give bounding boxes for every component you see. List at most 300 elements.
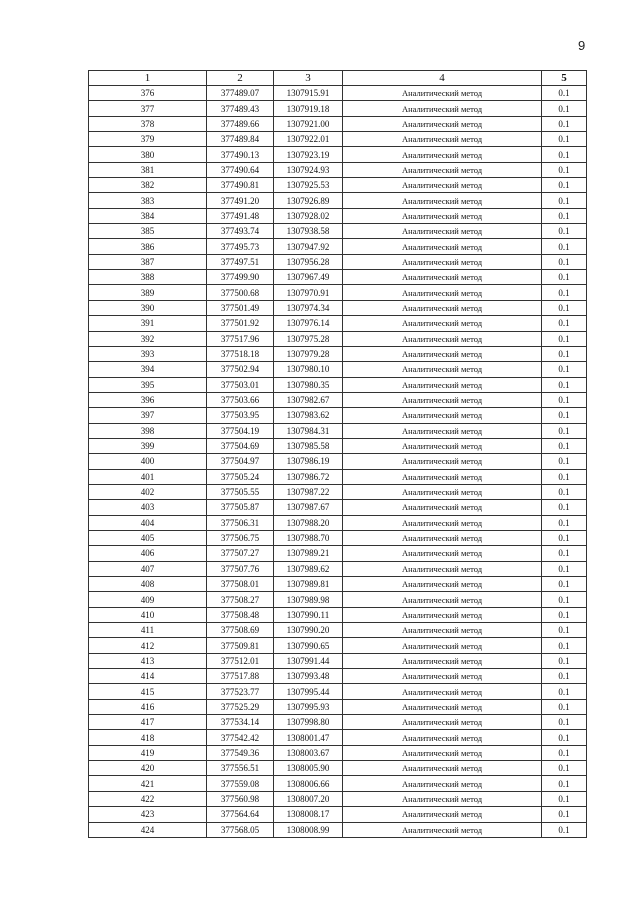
cell-coordinate-y: 1307922.01 [274,132,343,147]
cell-coordinate-x: 377503.01 [207,377,274,392]
cell-accuracy: 0.1 [542,86,587,101]
cell-coordinate-y: 1307995.44 [274,684,343,699]
cell-accuracy: 0.1 [542,438,587,453]
cell-method: Аналитический метод [343,561,542,576]
cell-point-number: 399 [89,438,207,453]
cell-coordinate-y: 1307975.28 [274,331,343,346]
cell-point-number: 410 [89,607,207,622]
cell-coordinate-y: 1308006.66 [274,776,343,791]
cell-point-number: 406 [89,546,207,561]
cell-method: Аналитический метод [343,484,542,499]
cell-method: Аналитический метод [343,254,542,269]
cell-accuracy: 0.1 [542,791,587,806]
cell-accuracy: 0.1 [542,285,587,300]
cell-point-number: 388 [89,270,207,285]
cell-coordinate-x: 377497.51 [207,254,274,269]
page-number: 9 [578,38,586,53]
cell-coordinate-x: 377502.94 [207,362,274,377]
cell-coordinate-y: 1307928.02 [274,208,343,223]
cell-point-number: 382 [89,178,207,193]
column-header-1: 1 [89,71,207,86]
cell-point-number: 396 [89,392,207,407]
cell-method: Аналитический метод [343,224,542,239]
cell-accuracy: 0.1 [542,147,587,162]
cell-coordinate-y: 1307938.58 [274,224,343,239]
cell-point-number: 395 [89,377,207,392]
table-row [89,484,587,499]
cell-method: Аналитический метод [343,132,542,147]
cell-method: Аналитический метод [343,500,542,515]
cell-point-number: 387 [89,254,207,269]
cell-method: Аналитический метод [343,178,542,193]
cell-method: Аналитический метод [343,669,542,684]
cell-method: Аналитический метод [343,607,542,622]
cell-coordinate-x: 377506.31 [207,515,274,530]
table-row [89,408,587,423]
cell-method: Аналитический метод [343,285,542,300]
cell-coordinate-y: 1307984.31 [274,423,343,438]
cell-method: Аналитический метод [343,408,542,423]
cell-method: Аналитический метод [343,684,542,699]
cell-coordinate-x: 377504.97 [207,454,274,469]
cell-coordinate-y: 1307993.48 [274,669,343,684]
table-body [89,86,587,838]
cell-coordinate-y: 1307991.44 [274,653,343,668]
cell-point-number: 407 [89,561,207,576]
cell-coordinate-y: 1307987.67 [274,500,343,515]
cell-point-number: 398 [89,423,207,438]
cell-coordinate-x: 377508.48 [207,607,274,622]
table-row [89,715,587,730]
table-row [89,300,587,315]
cell-coordinate-x: 377507.76 [207,561,274,576]
cell-coordinate-y: 1307947.92 [274,239,343,254]
cell-accuracy: 0.1 [542,300,587,315]
table-row [89,224,587,239]
cell-coordinate-y: 1307980.35 [274,377,343,392]
column-header-3: 3 [274,71,343,86]
cell-coordinate-x: 377560.98 [207,791,274,806]
cell-coordinate-x: 377499.90 [207,270,274,285]
cell-point-number: 393 [89,346,207,361]
cell-coordinate-y: 1307967.49 [274,270,343,285]
cell-coordinate-y: 1307982.67 [274,392,343,407]
cell-coordinate-y: 1308003.67 [274,745,343,760]
cell-point-number: 385 [89,224,207,239]
cell-accuracy: 0.1 [542,546,587,561]
cell-accuracy: 0.1 [542,392,587,407]
cell-method: Аналитический метод [343,715,542,730]
cell-accuracy: 0.1 [542,715,587,730]
cell-method: Аналитический метод [343,530,542,545]
cell-accuracy: 0.1 [542,101,587,116]
cell-coordinate-y: 1307925.53 [274,178,343,193]
table-row [89,699,587,714]
cell-coordinate-x: 377518.18 [207,346,274,361]
cell-coordinate-x: 377549.36 [207,745,274,760]
cell-accuracy: 0.1 [542,607,587,622]
cell-point-number: 403 [89,500,207,515]
cell-coordinate-y: 1307970.91 [274,285,343,300]
cell-coordinate-x: 377512.01 [207,653,274,668]
cell-method: Аналитический метод [343,392,542,407]
cell-coordinate-y: 1307921.00 [274,116,343,131]
cell-coordinate-y: 1307919.18 [274,101,343,116]
cell-accuracy: 0.1 [542,162,587,177]
cell-accuracy: 0.1 [542,423,587,438]
cell-accuracy: 0.1 [542,745,587,760]
cell-accuracy: 0.1 [542,623,587,638]
table-row [89,454,587,469]
cell-method: Аналитический метод [343,699,542,714]
cell-method: Аналитический метод [343,730,542,745]
cell-point-number: 413 [89,653,207,668]
cell-coordinate-x: 377504.69 [207,438,274,453]
cell-method: Аналитический метод [343,454,542,469]
cell-coordinate-y: 1307988.20 [274,515,343,530]
table-row [89,254,587,269]
cell-accuracy: 0.1 [542,469,587,484]
cell-coordinate-x: 377559.08 [207,776,274,791]
cell-coordinate-x: 377490.64 [207,162,274,177]
cell-coordinate-y: 1308001.47 [274,730,343,745]
cell-coordinate-x: 377500.68 [207,285,274,300]
cell-coordinate-y: 1307990.65 [274,638,343,653]
table-row [89,546,587,561]
table-row [89,438,587,453]
cell-method: Аналитический метод [343,147,542,162]
cell-method: Аналитический метод [343,791,542,806]
table-row [89,193,587,208]
cell-coordinate-x: 377542.42 [207,730,274,745]
cell-point-number: 414 [89,669,207,684]
cell-point-number: 381 [89,162,207,177]
table-row [89,331,587,346]
cell-accuracy: 0.1 [542,132,587,147]
table-row [89,178,587,193]
cell-method: Аналитический метод [343,193,542,208]
cell-accuracy: 0.1 [542,377,587,392]
cell-coordinate-x: 377490.13 [207,147,274,162]
cell-method: Аналитический метод [343,638,542,653]
cell-accuracy: 0.1 [542,669,587,684]
cell-method: Аналитический метод [343,807,542,822]
cell-coordinate-x: 377508.27 [207,592,274,607]
table-header-row [89,71,587,86]
cell-point-number: 416 [89,699,207,714]
cell-coordinate-x: 377489.07 [207,86,274,101]
cell-coordinate-x: 377503.66 [207,392,274,407]
table-row [89,638,587,653]
table-row [89,423,587,438]
cell-coordinate-x: 377556.51 [207,761,274,776]
cell-method: Аналитический метод [343,377,542,392]
cell-point-number: 418 [89,730,207,745]
cell-coordinate-x: 377508.69 [207,623,274,638]
cell-point-number: 409 [89,592,207,607]
cell-coordinate-y: 1307987.22 [274,484,343,499]
cell-coordinate-y: 1308005.90 [274,761,343,776]
cell-coordinate-x: 377523.77 [207,684,274,699]
cell-coordinate-y: 1307923.19 [274,147,343,162]
cell-accuracy: 0.1 [542,730,587,745]
cell-point-number: 423 [89,807,207,822]
cell-coordinate-x: 377508.01 [207,577,274,592]
cell-coordinate-x: 377517.96 [207,331,274,346]
cell-coordinate-x: 377493.74 [207,224,274,239]
table-row [89,515,587,530]
cell-point-number: 376 [89,86,207,101]
cell-coordinate-x: 377501.92 [207,316,274,331]
cell-method: Аналитический метод [343,331,542,346]
cell-point-number: 384 [89,208,207,223]
table-row [89,285,587,300]
cell-accuracy: 0.1 [542,270,587,285]
cell-point-number: 422 [89,791,207,806]
cell-point-number: 419 [89,745,207,760]
cell-method: Аналитический метод [343,116,542,131]
table-row [89,653,587,668]
cell-point-number: 378 [89,116,207,131]
cell-method: Аналитический метод [343,515,542,530]
cell-method: Аналитический метод [343,316,542,331]
cell-coordinate-x: 377525.29 [207,699,274,714]
table-row [89,86,587,101]
cell-point-number: 400 [89,454,207,469]
cell-point-number: 383 [89,193,207,208]
cell-coordinate-y: 1308008.17 [274,807,343,822]
cell-accuracy: 0.1 [542,515,587,530]
cell-coordinate-y: 1307990.11 [274,607,343,622]
table-row [89,208,587,223]
table-row [89,623,587,638]
cell-coordinate-y: 1307985.58 [274,438,343,453]
cell-accuracy: 0.1 [542,500,587,515]
cell-coordinate-x: 377490.81 [207,178,274,193]
table-row [89,530,587,545]
cell-coordinate-y: 1307986.19 [274,454,343,469]
table-row [89,761,587,776]
cell-coordinate-y: 1307956.28 [274,254,343,269]
cell-point-number: 379 [89,132,207,147]
cell-coordinate-y: 1307989.81 [274,577,343,592]
cell-point-number: 417 [89,715,207,730]
column-header-2: 2 [207,71,274,86]
cell-accuracy: 0.1 [542,316,587,331]
column-header-4: 4 [343,71,542,86]
cell-accuracy: 0.1 [542,239,587,254]
cell-accuracy: 0.1 [542,116,587,131]
cell-method: Аналитический метод [343,776,542,791]
cell-accuracy: 0.1 [542,577,587,592]
table-row [89,592,587,607]
cell-coordinate-y: 1307976.14 [274,316,343,331]
cell-accuracy: 0.1 [542,331,587,346]
table-row [89,791,587,806]
cell-accuracy: 0.1 [542,408,587,423]
cell-coordinate-y: 1308008.99 [274,822,343,837]
cell-accuracy: 0.1 [542,454,587,469]
cell-coordinate-y: 1307983.62 [274,408,343,423]
cell-coordinate-x: 377517.88 [207,669,274,684]
cell-accuracy: 0.1 [542,684,587,699]
cell-method: Аналитический метод [343,162,542,177]
cell-coordinate-x: 377534.14 [207,715,274,730]
cell-method: Аналитический метод [343,346,542,361]
cell-point-number: 394 [89,362,207,377]
table-row [89,239,587,254]
table-row [89,377,587,392]
cell-method: Аналитический метод [343,761,542,776]
cell-coordinate-y: 1307988.70 [274,530,343,545]
cell-point-number: 392 [89,331,207,346]
cell-accuracy: 0.1 [542,638,587,653]
cell-method: Аналитический метод [343,546,542,561]
cell-accuracy: 0.1 [542,346,587,361]
cell-coordinate-x: 377507.27 [207,546,274,561]
table-row [89,776,587,791]
table-row [89,346,587,361]
table-row [89,577,587,592]
table-row [89,147,587,162]
column-header-5: 5 [542,71,587,86]
cell-accuracy: 0.1 [542,362,587,377]
cell-accuracy: 0.1 [542,653,587,668]
cell-coordinate-y: 1307995.93 [274,699,343,714]
cell-coordinate-x: 377568.05 [207,822,274,837]
cell-method: Аналитический метод [343,469,542,484]
table-row [89,500,587,515]
cell-coordinate-x: 377489.84 [207,132,274,147]
cell-coordinate-y: 1307926.89 [274,193,343,208]
cell-point-number: 386 [89,239,207,254]
cell-point-number: 389 [89,285,207,300]
cell-point-number: 405 [89,530,207,545]
cell-point-number: 401 [89,469,207,484]
cell-accuracy: 0.1 [542,254,587,269]
cell-point-number: 390 [89,300,207,315]
cell-accuracy: 0.1 [542,208,587,223]
table-row [89,745,587,760]
cell-method: Аналитический метод [343,577,542,592]
cell-coordinate-y: 1308007.20 [274,791,343,806]
table-row [89,684,587,699]
cell-coordinate-x: 377489.66 [207,116,274,131]
table-row [89,316,587,331]
cell-method: Аналитический метод [343,239,542,254]
cell-coordinate-y: 1307915.91 [274,86,343,101]
cell-method: Аналитический метод [343,822,542,837]
table-row [89,730,587,745]
cell-point-number: 402 [89,484,207,499]
cell-point-number: 421 [89,776,207,791]
cell-method: Аналитический метод [343,362,542,377]
cell-accuracy: 0.1 [542,193,587,208]
cell-method: Аналитический метод [343,208,542,223]
table-row [89,822,587,837]
cell-coordinate-x: 377505.87 [207,500,274,515]
cell-accuracy: 0.1 [542,530,587,545]
coordinates-table [88,70,587,838]
cell-coordinate-y: 1307979.28 [274,346,343,361]
cell-accuracy: 0.1 [542,807,587,822]
cell-accuracy: 0.1 [542,822,587,837]
cell-coordinate-y: 1307989.21 [274,546,343,561]
cell-coordinate-y: 1307980.10 [274,362,343,377]
cell-point-number: 424 [89,822,207,837]
table-row [89,561,587,576]
cell-coordinate-y: 1307989.62 [274,561,343,576]
cell-coordinate-x: 377506.75 [207,530,274,545]
cell-method: Аналитический метод [343,86,542,101]
cell-point-number: 397 [89,408,207,423]
cell-coordinate-x: 377501.49 [207,300,274,315]
table-row [89,162,587,177]
cell-coordinate-x: 377509.81 [207,638,274,653]
table-row [89,362,587,377]
cell-point-number: 412 [89,638,207,653]
cell-method: Аналитический метод [343,623,542,638]
table-row [89,101,587,116]
cell-coordinate-x: 377489.43 [207,101,274,116]
cell-accuracy: 0.1 [542,699,587,714]
cell-method: Аналитический метод [343,300,542,315]
cell-coordinate-x: 377505.55 [207,484,274,499]
cell-point-number: 415 [89,684,207,699]
cell-coordinate-y: 1307989.98 [274,592,343,607]
cell-method: Аналитический метод [343,270,542,285]
cell-coordinate-x: 377503.95 [207,408,274,423]
cell-method: Аналитический метод [343,423,542,438]
cell-coordinate-x: 377491.48 [207,208,274,223]
table-row [89,469,587,484]
cell-accuracy: 0.1 [542,484,587,499]
cell-point-number: 408 [89,577,207,592]
cell-accuracy: 0.1 [542,761,587,776]
cell-accuracy: 0.1 [542,561,587,576]
cell-method: Аналитический метод [343,592,542,607]
table-row [89,607,587,622]
cell-point-number: 380 [89,147,207,162]
cell-accuracy: 0.1 [542,592,587,607]
cell-coordinate-y: 1307998.80 [274,715,343,730]
cell-coordinate-y: 1307924.93 [274,162,343,177]
table-row [89,669,587,684]
table-row [89,807,587,822]
cell-accuracy: 0.1 [542,178,587,193]
cell-coordinate-x: 377564.64 [207,807,274,822]
table-row [89,270,587,285]
cell-point-number: 411 [89,623,207,638]
cell-point-number: 391 [89,316,207,331]
cell-coordinate-x: 377505.24 [207,469,274,484]
table-row [89,132,587,147]
cell-coordinate-x: 377491.20 [207,193,274,208]
cell-point-number: 420 [89,761,207,776]
cell-method: Аналитический метод [343,745,542,760]
cell-accuracy: 0.1 [542,776,587,791]
cell-point-number: 377 [89,101,207,116]
cell-accuracy: 0.1 [542,224,587,239]
cell-method: Аналитический метод [343,653,542,668]
cell-method: Аналитический метод [343,101,542,116]
table-row [89,116,587,131]
cell-coordinate-y: 1307990.20 [274,623,343,638]
cell-coordinate-x: 377504.19 [207,423,274,438]
cell-coordinate-y: 1307974.34 [274,300,343,315]
cell-method: Аналитический метод [343,438,542,453]
cell-coordinate-x: 377495.73 [207,239,274,254]
